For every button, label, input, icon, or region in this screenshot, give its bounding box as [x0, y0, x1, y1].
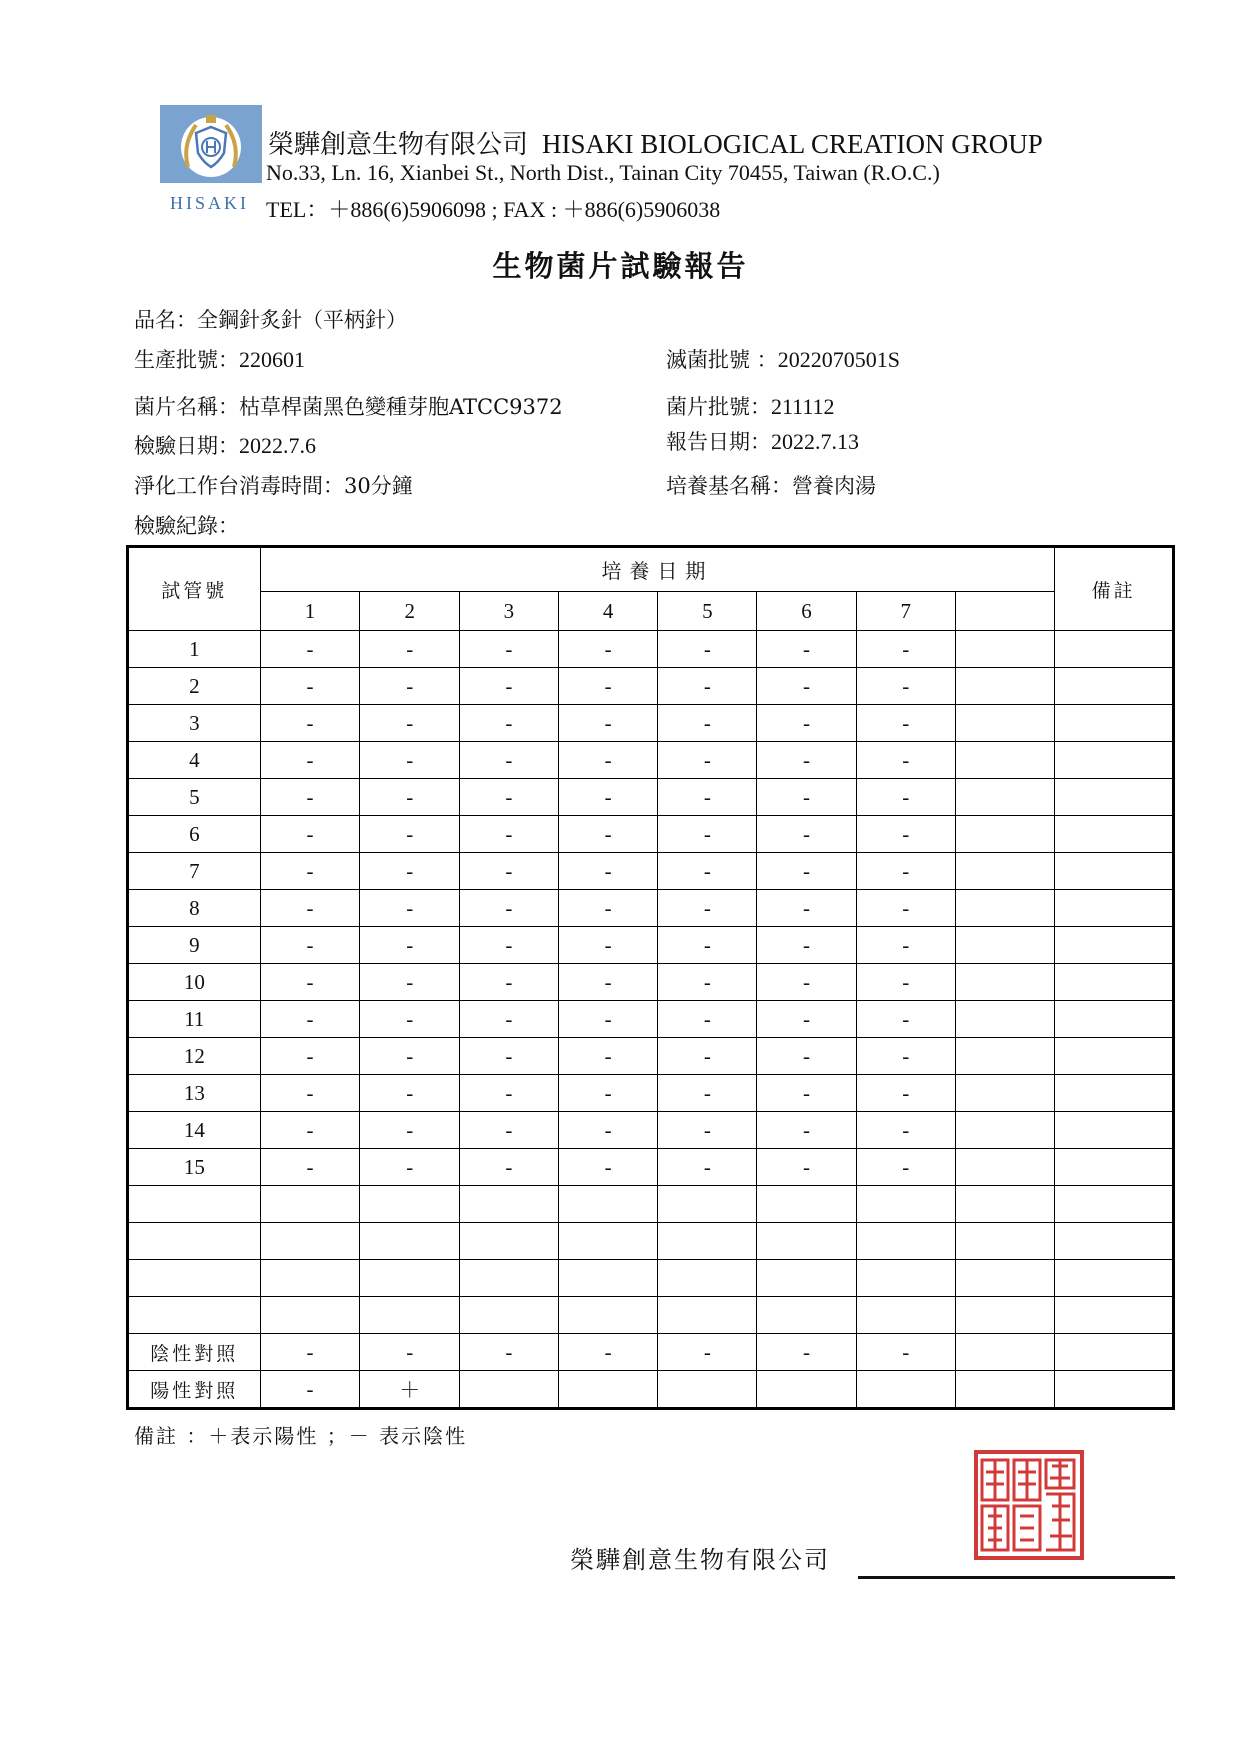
result-cell — [1055, 816, 1174, 853]
table-row — [128, 1149, 1174, 1186]
result-cell: - — [856, 1001, 955, 1038]
result-cell: - — [260, 1001, 360, 1038]
tube-label-cell — [128, 1260, 261, 1297]
table-row — [128, 1334, 1174, 1371]
result-cell: - — [260, 742, 360, 779]
tube-label-cell: 7 — [128, 853, 261, 890]
result-cell: - — [558, 1112, 658, 1149]
result-cell — [1055, 964, 1174, 1001]
result-cell: - — [757, 1149, 857, 1186]
result-cell — [856, 1297, 955, 1334]
info-sterile-batch-value: 2022070501S — [777, 347, 900, 372]
result-cell — [658, 1297, 757, 1334]
result-cell — [1055, 1038, 1174, 1075]
result-cell: - — [757, 668, 857, 705]
result-cell — [1055, 742, 1174, 779]
result-cell: ＋ — [360, 1371, 460, 1409]
info-report-date-value: 2022.7.13 — [771, 429, 859, 454]
tube-label-cell: 9 — [128, 927, 261, 964]
info-medium-label: 培養基名稱： — [666, 474, 792, 498]
table-row — [128, 742, 1174, 779]
tube-label-cell: 11 — [128, 1001, 261, 1038]
result-cell: - — [658, 1075, 757, 1112]
result-cell — [757, 1260, 857, 1297]
result-cell: - — [856, 816, 955, 853]
result-cell: - — [558, 1334, 658, 1371]
result-cell — [1055, 1075, 1174, 1112]
tube-label-cell: 12 — [128, 1038, 261, 1075]
result-cell — [955, 1371, 1055, 1409]
result-cell: - — [360, 1112, 460, 1149]
info-strip-batch — [666, 391, 835, 421]
result-cell: - — [658, 1112, 757, 1149]
result-cell: - — [558, 705, 658, 742]
result-cell: - — [558, 668, 658, 705]
result-cell — [360, 1223, 460, 1260]
result-cell: - — [360, 1038, 460, 1075]
info-disinfect-time-label: 淨化工作台消毒時間： — [134, 474, 344, 498]
result-cell: - — [856, 927, 955, 964]
tube-label-cell: 4 — [128, 742, 261, 779]
tube-label-cell — [128, 1297, 261, 1334]
logo-emblem — [160, 105, 262, 183]
result-cell — [558, 1186, 658, 1223]
result-cell: - — [757, 890, 857, 927]
result-cell — [955, 1297, 1055, 1334]
result-cell: - — [260, 668, 360, 705]
tube-label-cell — [128, 1223, 261, 1260]
result-cell: - — [658, 742, 757, 779]
result-cell — [955, 1186, 1055, 1223]
result-cell — [955, 779, 1055, 816]
result-cell: - — [460, 1334, 559, 1371]
result-cell — [1055, 1223, 1174, 1260]
tube-label-cell: 2 — [128, 668, 261, 705]
result-cell: - — [360, 1001, 460, 1038]
result-cell: - — [757, 1001, 857, 1038]
shield-icon — [160, 105, 262, 183]
table-row — [128, 816, 1174, 853]
result-cell: - — [360, 1149, 460, 1186]
company-name-zh: 榮驊創意生物有限公司 — [268, 130, 529, 160]
result-cell — [955, 1149, 1055, 1186]
table-row — [128, 705, 1174, 742]
company-address: No.33, Ln. 16, Xianbei St., North Dist., Tainan City 70455, Taiwan (R.O.C.) — [266, 160, 940, 185]
result-cell — [1055, 1112, 1174, 1149]
result-cell: - — [658, 779, 757, 816]
result-cell — [460, 1297, 559, 1334]
result-cell: - — [658, 1149, 757, 1186]
result-cell: - — [460, 1001, 559, 1038]
result-cell: - — [360, 668, 460, 705]
result-cell: - — [658, 927, 757, 964]
result-cell — [1055, 1297, 1174, 1334]
result-cell: - — [658, 816, 757, 853]
info-product — [134, 304, 407, 334]
day-column-header: 2 — [360, 592, 460, 631]
result-cell: - — [757, 927, 857, 964]
result-cell — [1055, 927, 1174, 964]
result-cell: - — [856, 890, 955, 927]
result-cell: - — [460, 705, 559, 742]
result-cell: - — [260, 1149, 360, 1186]
result-cell — [360, 1260, 460, 1297]
result-cell — [1055, 668, 1174, 705]
result-cell — [658, 1223, 757, 1260]
tube-label-cell: 10 — [128, 964, 261, 1001]
result-cell — [955, 1223, 1055, 1260]
info-sterile-batch — [666, 344, 900, 374]
result-cell: - — [658, 964, 757, 1001]
result-cell: - — [360, 779, 460, 816]
result-cell: - — [757, 853, 857, 890]
result-cell: - — [360, 1334, 460, 1371]
signature-line — [858, 1576, 1175, 1579]
info-strip-name — [134, 391, 563, 421]
result-cell — [1055, 705, 1174, 742]
result-cell: - — [658, 631, 757, 668]
result-cell — [658, 1371, 757, 1409]
result-cell: - — [757, 1075, 857, 1112]
remark-header: 備註 — [1055, 547, 1174, 631]
table-row — [128, 964, 1174, 1001]
result-cell — [856, 1223, 955, 1260]
info-product-label: 品名： — [134, 308, 197, 332]
company-logo — [160, 105, 262, 217]
result-cell: - — [360, 742, 460, 779]
result-cell: - — [360, 853, 460, 890]
result-cell: - — [558, 1001, 658, 1038]
result-cell: - — [260, 964, 360, 1001]
result-cell: - — [658, 1038, 757, 1075]
result-cell: - — [856, 668, 955, 705]
result-cell: - — [757, 1038, 857, 1075]
result-cell: - — [757, 705, 857, 742]
day-column-header: 6 — [757, 592, 857, 631]
result-cell — [955, 1334, 1055, 1371]
info-strip-name-value: 枯草桿菌黑色變種芽胞ATCC9372 — [239, 395, 563, 419]
result-cell: - — [856, 779, 955, 816]
result-cell — [955, 742, 1055, 779]
result-cell: - — [360, 816, 460, 853]
result-cell — [955, 668, 1055, 705]
tube-label-cell: 陽性對照 — [128, 1371, 261, 1409]
result-cell — [260, 1223, 360, 1260]
table-row — [128, 1186, 1174, 1223]
result-cell — [558, 1371, 658, 1409]
result-cell: - — [757, 1334, 857, 1371]
result-cell: - — [260, 1075, 360, 1112]
result-cell: - — [360, 1075, 460, 1112]
result-cell: - — [856, 742, 955, 779]
result-cell: - — [260, 927, 360, 964]
result-cell: - — [558, 742, 658, 779]
company-name-line — [268, 124, 1043, 161]
info-test-date-label: 檢驗日期： — [134, 434, 239, 458]
table-row — [128, 668, 1174, 705]
result-cell — [658, 1260, 757, 1297]
record-label: 檢驗紀錄： — [134, 514, 239, 538]
table-row — [128, 853, 1174, 890]
result-cell — [955, 705, 1055, 742]
result-cell: - — [856, 853, 955, 890]
table-row — [128, 1001, 1174, 1038]
result-cell — [658, 1186, 757, 1223]
result-cell: - — [460, 779, 559, 816]
result-cell: - — [460, 631, 559, 668]
result-cell — [856, 1371, 955, 1409]
result-cell: - — [558, 1075, 658, 1112]
result-cell: - — [856, 631, 955, 668]
result-cell: - — [558, 1149, 658, 1186]
result-cell — [558, 1223, 658, 1260]
result-cell: - — [260, 1112, 360, 1149]
result-cell: - — [360, 927, 460, 964]
legend-note: 備註 ：＋表示陽性 ；－ 表示陰性 — [134, 1424, 468, 1448]
result-cell: - — [360, 705, 460, 742]
company-contact: TEL：＋886(6)5906098 ; FAX : ＋886(6)5906038 — [266, 197, 721, 222]
result-cell — [1055, 890, 1174, 927]
result-cell: - — [856, 705, 955, 742]
result-cell: - — [757, 816, 857, 853]
result-cell: - — [757, 1112, 857, 1149]
seal-stamp-icon — [974, 1450, 1084, 1560]
result-cell: - — [757, 631, 857, 668]
day-column-header: 4 — [558, 592, 658, 631]
result-cell: - — [460, 668, 559, 705]
result-cell — [757, 1297, 857, 1334]
result-cell — [955, 853, 1055, 890]
table-row — [128, 927, 1174, 964]
result-cell: - — [260, 853, 360, 890]
info-medium — [666, 470, 876, 500]
result-cell: - — [558, 631, 658, 668]
result-cell: - — [360, 631, 460, 668]
result-cell — [856, 1260, 955, 1297]
result-cell: - — [658, 1001, 757, 1038]
tube-label-cell: 13 — [128, 1075, 261, 1112]
table-row — [128, 631, 1174, 668]
result-cell — [260, 1186, 360, 1223]
result-cell: - — [260, 631, 360, 668]
result-cell: - — [658, 668, 757, 705]
info-batch — [134, 344, 305, 374]
table-row — [128, 1223, 1174, 1260]
info-test-date-value: 2022.7.6 — [239, 433, 316, 458]
result-cell: - — [658, 705, 757, 742]
tube-number-header: 試管號 — [128, 547, 261, 631]
info-report-date — [666, 426, 859, 456]
table-row — [128, 1371, 1174, 1409]
result-cell — [955, 1038, 1055, 1075]
result-cell — [360, 1186, 460, 1223]
info-test-date — [134, 430, 316, 460]
tube-label-cell: 5 — [128, 779, 261, 816]
result-cell: - — [658, 890, 757, 927]
info-strip-name-label: 菌片名稱： — [134, 395, 239, 419]
result-cell — [955, 1112, 1055, 1149]
result-cell: - — [460, 1112, 559, 1149]
day-column-header — [955, 592, 1055, 631]
result-cell — [260, 1297, 360, 1334]
result-cell: - — [658, 853, 757, 890]
result-cell — [1055, 631, 1174, 668]
info-report-date-label: 報告日期： — [666, 430, 771, 454]
result-cell — [955, 1001, 1055, 1038]
table-row — [128, 1038, 1174, 1075]
result-cell: - — [260, 1038, 360, 1075]
result-cell — [360, 1297, 460, 1334]
result-cell: - — [260, 1334, 360, 1371]
result-cell: - — [856, 1334, 955, 1371]
info-disinfect-time-value: 30分鐘 — [344, 474, 413, 498]
result-cell — [955, 631, 1055, 668]
tube-label-cell — [128, 1186, 261, 1223]
result-cell: - — [260, 779, 360, 816]
tube-label-cell: 陰性對照 — [128, 1334, 261, 1371]
result-cell: - — [856, 1075, 955, 1112]
result-cell — [1055, 779, 1174, 816]
day-column-header: 1 — [260, 592, 360, 631]
result-cell: - — [460, 1075, 559, 1112]
result-cell — [757, 1186, 857, 1223]
table-row — [128, 1297, 1174, 1334]
result-cell: - — [558, 853, 658, 890]
result-cell: - — [558, 1038, 658, 1075]
day-column-header: 3 — [460, 592, 559, 631]
result-cell: - — [260, 890, 360, 927]
result-cell: - — [460, 742, 559, 779]
logo-wordmark: HISAKI — [170, 193, 249, 213]
result-cell — [460, 1186, 559, 1223]
result-cell: - — [260, 1371, 360, 1409]
info-product-value: 全鋼針炙針（平柄針） — [197, 308, 407, 332]
result-cell: - — [558, 964, 658, 1001]
table-row — [128, 1075, 1174, 1112]
tube-label-cell: 1 — [128, 631, 261, 668]
result-cell — [1055, 1260, 1174, 1297]
result-cell — [955, 890, 1055, 927]
result-cell — [955, 1260, 1055, 1297]
result-cell: - — [757, 779, 857, 816]
result-cell: - — [460, 1038, 559, 1075]
result-cell: - — [460, 816, 559, 853]
result-cell — [558, 1260, 658, 1297]
culture-date-header: 培養日期 — [260, 547, 1055, 592]
info-strip-batch-value: 211112 — [771, 394, 835, 419]
result-cell — [460, 1371, 559, 1409]
culture-record-table — [126, 545, 1175, 1410]
table-row — [128, 779, 1174, 816]
result-cell — [1055, 1186, 1174, 1223]
result-cell — [757, 1223, 857, 1260]
result-cell: - — [757, 742, 857, 779]
result-cell: - — [558, 816, 658, 853]
info-batch-label: 生產批號： — [134, 348, 239, 372]
result-cell: - — [558, 779, 658, 816]
info-batch-value: 220601 — [239, 347, 305, 372]
result-cell: - — [460, 853, 559, 890]
result-cell — [1055, 1149, 1174, 1186]
result-cell — [856, 1186, 955, 1223]
result-cell: - — [360, 890, 460, 927]
company-seal — [974, 1450, 1084, 1560]
result-cell: - — [260, 816, 360, 853]
result-cell: - — [558, 890, 658, 927]
result-cell — [1055, 853, 1174, 890]
info-disinfect-time — [134, 470, 413, 500]
day-column-header: 7 — [856, 592, 955, 631]
info-medium-value: 營養肉湯 — [792, 474, 876, 498]
result-cell — [955, 1075, 1055, 1112]
result-cell: - — [460, 890, 559, 927]
result-cell — [1055, 1334, 1174, 1371]
report-title: 生物菌片試驗報告 — [492, 249, 749, 283]
info-strip-batch-label: 菌片批號： — [666, 395, 771, 419]
result-cell — [1055, 1371, 1174, 1409]
result-cell: - — [658, 1334, 757, 1371]
table-row — [128, 890, 1174, 927]
result-cell — [955, 964, 1055, 1001]
tube-label-cell: 8 — [128, 890, 261, 927]
result-cell — [460, 1223, 559, 1260]
result-cell — [1055, 1001, 1174, 1038]
company-name-en: HISAKI BIOLOGICAL CREATION GROUP — [542, 129, 1043, 159]
result-cell — [460, 1260, 559, 1297]
result-cell: - — [460, 964, 559, 1001]
table-row — [128, 1112, 1174, 1149]
tube-label-cell: 14 — [128, 1112, 261, 1149]
result-cell — [558, 1297, 658, 1334]
signature-company: 榮驊創意生物有限公司 — [570, 1546, 830, 1574]
result-cell — [260, 1260, 360, 1297]
result-cell — [955, 927, 1055, 964]
result-cell: - — [460, 927, 559, 964]
result-cell — [955, 816, 1055, 853]
info-sterile-batch-label: 滅菌批號 ： — [666, 348, 778, 372]
day-column-header: 5 — [658, 592, 757, 631]
tube-label-cell: 15 — [128, 1149, 261, 1186]
table-row — [128, 1260, 1174, 1297]
result-cell: - — [558, 927, 658, 964]
result-cell — [757, 1371, 857, 1409]
result-cell: - — [856, 1112, 955, 1149]
result-cell: - — [460, 1149, 559, 1186]
tube-label-cell: 3 — [128, 705, 261, 742]
result-cell: - — [856, 1149, 955, 1186]
result-cell: - — [260, 705, 360, 742]
tube-label-cell: 6 — [128, 816, 261, 853]
result-cell: - — [360, 964, 460, 1001]
result-cell: - — [856, 1038, 955, 1075]
result-cell: - — [757, 964, 857, 1001]
result-cell: - — [856, 964, 955, 1001]
